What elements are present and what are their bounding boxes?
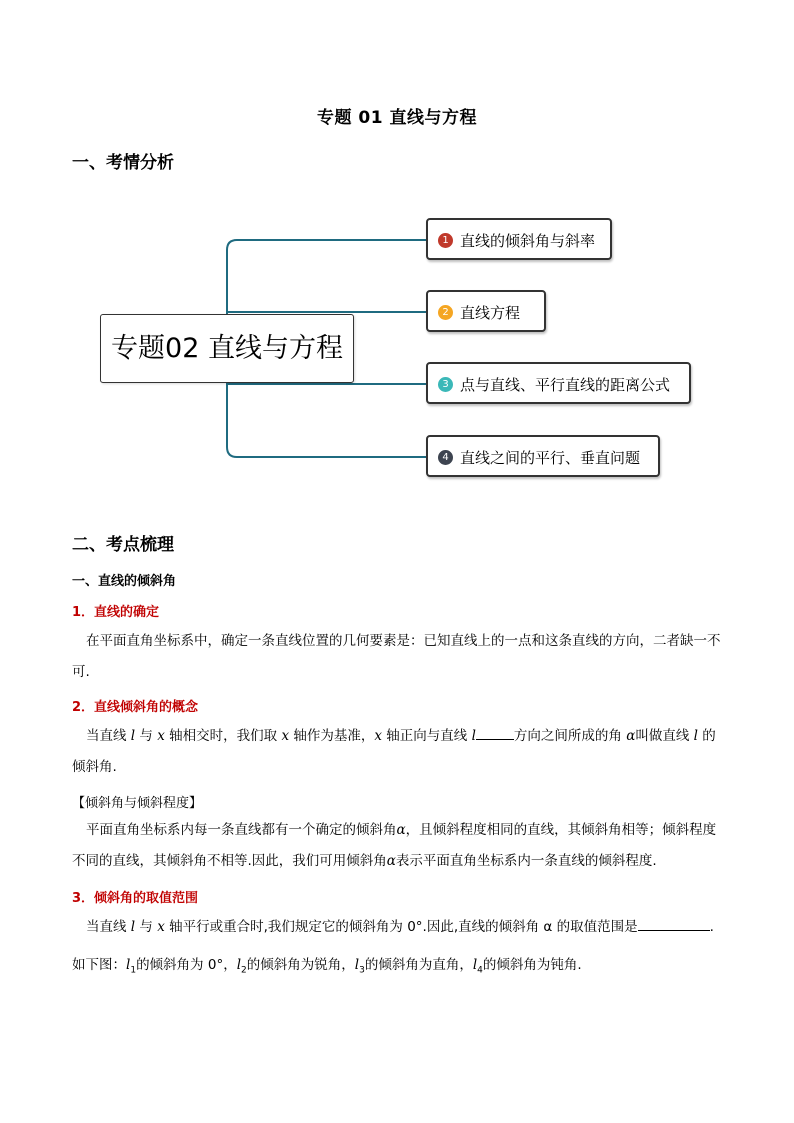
mind-map-center-topic: 专题02 直线与方程 (100, 314, 354, 383)
mind-map-node-3 (426, 362, 691, 404)
number-badge-icon: 2 (438, 305, 453, 320)
item-2-title: 2．直线倾斜角的概念 (72, 700, 199, 715)
node-label: 点与直线、平行直线的距离公式 (460, 376, 671, 394)
mind-map-connectors (0, 0, 794, 520)
section-heading-points: 二、考点梳理 (72, 535, 174, 555)
section-heading-analysis: 一、考情分析 (72, 153, 174, 173)
mind-map-node-2 (426, 290, 546, 332)
connector-4 (227, 381, 427, 457)
node-label: 直线之间的平行、垂直问题 (460, 449, 641, 467)
bracket-text: 平面直角坐标系内每一条直线都有一个确定的倾斜角α，且倾斜程度相同的直线，其倾斜角相等；倾斜程度不同的直线，其倾斜角不相等.因此，我们可用倾斜角α表示平面直角坐标系内一条直线的倾斜程度. (72, 822, 717, 869)
mind-map (0, 0, 794, 520)
item-3-text: 当直线 l 与 x 轴平行或重合时,我们规定它的倾斜角为 0°.因此,直线的倾斜角 α 的取值范围是 . (86, 919, 714, 935)
item-1-text: 在平面直角坐标系中，确定一条直线位置的几何要素是：已知直线上的一点和这条直线的方向，二者缺一不可. (72, 633, 721, 680)
item-2-text: 当直线 l 与 x 轴相交时，我们取 x 轴作为基准，x 轴正向与直线 l 方向之间所成的角 α叫做直线 l 的倾斜角. (72, 728, 716, 775)
item-1-title: 1．直线的确定 (72, 605, 160, 620)
number-badge-icon: 4 (438, 450, 453, 465)
bracket-heading: 【倾斜角与倾斜程度】 (72, 796, 203, 811)
document-title: 专题 01 直线与方程 (317, 108, 477, 128)
fill-blank (476, 727, 514, 740)
mind-map-node-4 (426, 435, 660, 477)
number-badge-icon: 3 (438, 377, 453, 392)
item-3-title: 3．倾斜角的取值范围 (72, 891, 199, 906)
number-badge-icon: 1 (438, 233, 453, 248)
node-label: 直线方程 (460, 304, 521, 322)
subsection-heading: 一、直线的倾斜角 (72, 574, 177, 589)
node-label: 直线的倾斜角与斜率 (460, 232, 596, 250)
connector-1 (227, 240, 427, 314)
item-3-example: 如下图：$l_1$的倾斜角为 0°，$l_2$的倾斜角为锐角，$l_3$的倾斜角为直角，$l_4$的倾斜角为钝角. (72, 957, 582, 976)
mind-map-node-1 (426, 218, 612, 260)
fill-blank (638, 918, 710, 931)
